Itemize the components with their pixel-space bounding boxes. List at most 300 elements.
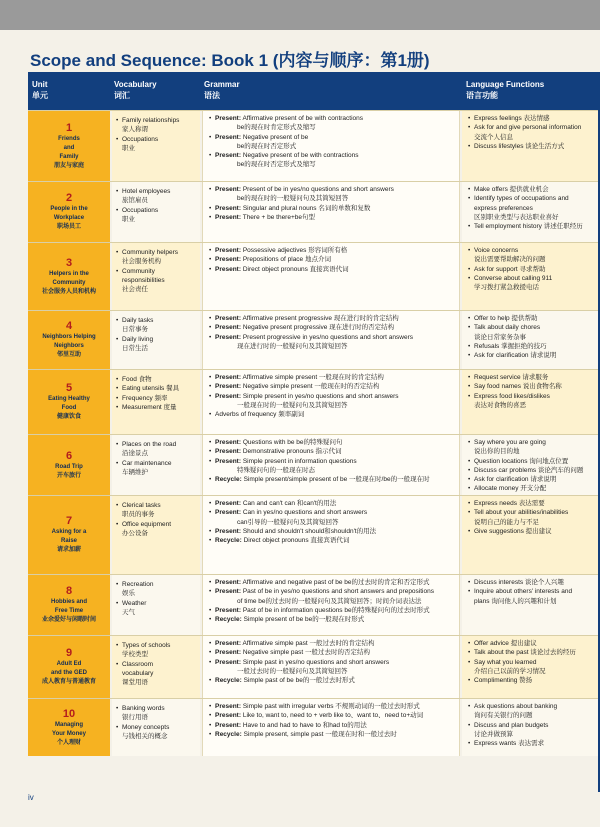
table-row — [28, 369, 598, 434]
grammar-text: Prepositions of place 地点介词 — [242, 256, 331, 264]
vocabulary-cell — [112, 496, 200, 574]
unit-number: 5 — [65, 382, 73, 394]
grammar-text: Simple present, simple past 一般现在时和一般过去时 — [243, 730, 397, 738]
vocabulary-item-cn: 社会责任 — [122, 286, 148, 294]
language-functions-cell — [462, 311, 598, 369]
grammar-text: Simple present in yes/no questions and short answers — [242, 392, 399, 400]
vocabulary-item: • Daily tasks — [116, 316, 198, 325]
grammar-item — [209, 587, 457, 596]
language-function-item: • Question locations 询问地点位置 — [468, 457, 596, 466]
language-function-item: • Make offers 提供就业机会 — [468, 185, 596, 194]
grammar-text: Simple present of be be的一般现在时形式 — [243, 616, 365, 624]
grammar-label: Present: — [215, 448, 242, 456]
grammar-label: Present: — [215, 392, 242, 400]
vocabulary-item-cn: 日常生活 — [122, 344, 148, 352]
grammar-text: Affirmative present progressive 现在进行时的肯定结构 — [242, 315, 399, 322]
grammar-text: Affirmative simple past 一般过去时的肯定结构 — [242, 640, 375, 647]
table-row — [28, 574, 598, 635]
grammar-label: Present: — [215, 247, 242, 254]
language-function-item: • Identify types of occupations and — [468, 194, 596, 203]
language-function-item: • Discuss car problems 谈论汽车的问题 — [468, 466, 596, 475]
vocabulary-cell — [112, 699, 200, 756]
grammar-text: Negative present of be with contractions — [242, 152, 359, 160]
grammar-label: Present: — [215, 256, 242, 264]
grammar-item — [209, 265, 457, 274]
vocabulary-item-cn: 社会服务机构 — [122, 258, 161, 266]
grammar-text: There + be there+be句型 — [242, 213, 315, 221]
vocabulary-item: • Places on the road — [116, 440, 198, 449]
unit-title-line: Helpers in the — [49, 270, 89, 277]
vocabulary-item: • Banking words — [116, 704, 198, 713]
table-row — [28, 635, 598, 698]
grammar-text: Simple present in information questions — [242, 457, 357, 465]
unit-number: 4 — [65, 320, 73, 332]
unit-title-line: Your Money — [52, 730, 86, 737]
grammar-text: Simple present/simple present of be 一般现在时/be的一般现在时 — [243, 476, 430, 484]
grammar-label: Present: — [215, 383, 242, 391]
vocabulary-item: • Classroom — [116, 660, 198, 669]
vocabulary-item-cn: 家人称谓 — [122, 126, 148, 134]
grammar-item — [209, 213, 457, 222]
vocabulary-cell — [112, 435, 200, 495]
scope-table — [28, 72, 598, 756]
language-function-cn: 表达对食物的喜恶 — [474, 401, 526, 409]
unit-title-line: and the GED — [50, 670, 87, 676]
vocabulary-item: • Hotel employees — [116, 187, 198, 196]
vocabulary-item: • Occupations — [116, 135, 198, 144]
unit-title-line: Neighbors Helping — [42, 334, 96, 340]
grammar-cell — [202, 699, 460, 756]
grammar-item — [209, 333, 457, 342]
language-functions-cell — [462, 435, 598, 495]
grammar-label: Present: — [215, 324, 242, 332]
table-row — [28, 698, 598, 756]
vocabulary-item-cn: 课堂用语 — [122, 679, 148, 687]
vocabulary-item: • Food 食物 — [116, 375, 198, 384]
vocabulary-cell — [112, 182, 200, 242]
grammar-item — [209, 639, 457, 648]
grammar-item — [209, 246, 457, 255]
language-function-item: • Refusals 掌握拒绝的技巧 — [468, 342, 596, 351]
grammar-label: Recycle: — [215, 476, 242, 484]
unit-title-line: People in the — [50, 206, 88, 212]
unit-cell — [28, 311, 110, 369]
grammar-item — [209, 314, 457, 323]
grammar-text-cn: be的现在时否定形式及缩写 — [237, 161, 316, 169]
grammar-text: Negative present progressive 现在进行时的否定结构 — [242, 324, 395, 332]
vocabulary-item: • Types of schools — [116, 641, 198, 650]
unit-cell — [28, 699, 110, 756]
grammar-text: Should and shouldn't should和shouldn't的用法 — [242, 527, 377, 535]
grammar-text: Direct object pronouns 直接宾语代词 — [242, 265, 349, 273]
language-function-cn: 讨论并做预算 — [474, 730, 513, 738]
grammar-label: Recycle: — [215, 616, 242, 624]
unit-title-cn: 业余爱好与闲暇时间 — [41, 617, 96, 623]
grammar-text: Affirmative and negative past of be be的过去时的肯定和否定形式 — [242, 579, 430, 586]
vocabulary-item-cn: 职业 — [122, 144, 135, 152]
language-functions-cell — [462, 496, 598, 574]
vocabulary-item: • Frequency 频率 — [116, 394, 198, 403]
unit-title-line: Neighbors — [54, 343, 84, 349]
grammar-item — [209, 151, 457, 160]
grammar-cell — [202, 311, 460, 369]
unit-cell — [28, 575, 110, 635]
grammar-text-cn: be的现在时的一般疑问句及其简短回答 — [237, 195, 349, 203]
vocabulary-item: • Eating utensils 餐具 — [116, 384, 198, 393]
grammar-cell — [202, 111, 460, 181]
unit-cell — [28, 243, 110, 310]
grammar-text: Present progressive in yes/no questions and short answers — [242, 333, 414, 341]
grammar-item — [209, 536, 457, 545]
language-function-item: • Tell about your abilities/inabilities — [468, 508, 596, 517]
unit-title-line: and — [63, 144, 75, 151]
unit-title-cn: 成人教育与普通教育 — [41, 679, 96, 685]
grammar-item — [209, 204, 457, 213]
grammar-text: Simple past of be be的一般过去时形式 — [243, 677, 355, 685]
vocabulary-item-cn: 旅馆雇员 — [122, 197, 148, 205]
grammar-text-cn: be的现在时肯定形式及缩写 — [237, 124, 316, 132]
grammar-label: Present: — [215, 315, 242, 322]
vocabulary-cell — [112, 243, 200, 310]
unit-title-cn: 朋友与家庭 — [53, 162, 84, 169]
unit-number: 3 — [65, 256, 73, 269]
vocabulary-item-cn: 车辆维护 — [122, 468, 148, 476]
unit-number: 10 — [62, 707, 76, 720]
unit-title-line: Friends — [58, 135, 80, 142]
language-functions-cell — [462, 370, 598, 434]
unit-title-line: Asking for a — [51, 529, 87, 535]
table-row — [28, 495, 598, 574]
grammar-text-cn: 特殊疑问句的一般现在时态 — [237, 466, 315, 474]
grammar-label: Present: — [215, 509, 242, 517]
vocabulary-item: • Clerical tasks — [116, 501, 198, 510]
vocabulary-item: • Car maintenance — [116, 459, 198, 468]
grammar-text: Past of be in yes/no questions and short answers and prepositions — [242, 588, 434, 596]
language-function-item: • Voice concerns — [468, 246, 596, 255]
grammar-cell — [202, 182, 460, 242]
vocabulary-item-cn: 与钱相关的概念 — [122, 732, 168, 740]
grammar-cell — [202, 496, 460, 574]
language-function-item: • Talk about daily chores — [468, 323, 596, 332]
unit-title-cn: 开车旅行 — [56, 472, 81, 479]
grammar-text-cn: of time be的过去时的一般疑问句及其简短回答；时间介词表达法 — [237, 597, 422, 605]
table-row — [28, 242, 598, 310]
unit-number: 1 — [65, 121, 73, 134]
grammar-item — [209, 323, 457, 332]
language-function-cn: 交流个人信息 — [474, 133, 513, 141]
grammar-text: Demonstrative pronouns 指示代词 — [242, 448, 342, 456]
unit-cell — [28, 435, 110, 495]
language-function-item: • Say where you are going — [468, 438, 596, 447]
vocabulary-item: • Recreation — [116, 580, 198, 589]
grammar-label: Present: — [215, 658, 242, 666]
language-function-cn: plans 询问他人的兴趣和计划 — [474, 597, 557, 605]
language-function-item: • Ask for and give personal information — [468, 123, 596, 132]
table-row — [28, 310, 598, 369]
grammar-label: Present: — [215, 186, 242, 193]
vocabulary-item: • Daily living — [116, 335, 198, 344]
vocabulary-cell — [112, 370, 200, 434]
vocabulary-cell — [112, 575, 200, 635]
grammar-text: Can and can't can 和can't的用法 — [242, 500, 337, 507]
grammar-label: Recycle: — [215, 677, 242, 685]
grammar-text-cn: be的现在时否定形式 — [237, 142, 297, 150]
language-functions-cell — [462, 699, 598, 756]
language-function-item: • Ask questions about banking — [468, 702, 596, 711]
top-bar — [0, 0, 600, 30]
vocabulary-item-cn: 职员的事务 — [122, 511, 155, 519]
grammar-text: Present of be in yes/no questions and short answers — [242, 186, 394, 193]
grammar-label: Present: — [215, 457, 242, 465]
grammar-text-cn: 现在进行时的一般疑问句及其简短回答 — [237, 342, 348, 350]
vocabulary-item-cn: 日常事务 — [122, 326, 148, 334]
grammar-item — [209, 721, 457, 730]
grammar-item — [209, 676, 457, 685]
grammar-item — [209, 410, 457, 419]
language-function-item: • Say food names 说出食物名称 — [468, 382, 596, 391]
vocabulary-cell — [112, 311, 200, 369]
header-grammar: Grammar 语法 — [204, 80, 240, 100]
language-function-cn: 说出你的目的地 — [474, 448, 520, 456]
language-function-item: • Complimenting 赞扬 — [468, 676, 596, 685]
grammar-item — [209, 527, 457, 536]
grammar-label: Present: — [215, 588, 242, 596]
unit-title-line: Managing — [55, 721, 83, 728]
grammar-item — [209, 499, 457, 508]
vocabulary-item-cn: 娱乐 — [122, 590, 135, 598]
grammar-label: Present: — [215, 527, 242, 535]
grammar-item — [209, 615, 457, 624]
grammar-item — [209, 255, 457, 264]
table-row — [28, 181, 598, 242]
vocabulary-item-cn: 沿途景点 — [122, 450, 148, 458]
grammar-item — [209, 475, 457, 484]
unit-title-cn: 请求加薪 — [56, 547, 81, 553]
language-function-item: • Discuss lifestyles 谈论生活方式 — [468, 142, 596, 151]
header-unit: Unit 单元 — [32, 80, 48, 100]
grammar-item — [209, 133, 457, 142]
grammar-item — [209, 457, 457, 466]
unit-title-cn: 个人理财 — [56, 739, 81, 746]
grammar-label: Present: — [215, 204, 242, 212]
unit-number: 9 — [65, 647, 73, 659]
grammar-cell — [202, 370, 460, 434]
unit-title-line: Free Time — [54, 608, 84, 614]
vocabulary-item: • Community — [116, 267, 198, 276]
vocabulary-item-cn: 职业 — [122, 215, 135, 223]
unit-title-line: Workplace — [53, 215, 85, 221]
vocabulary-item-cn: 天气 — [122, 608, 135, 616]
grammar-label: Present: — [215, 213, 242, 221]
grammar-item — [209, 648, 457, 657]
grammar-item — [209, 114, 457, 123]
language-function-cn: 说出需要帮助解决的问题 — [474, 256, 546, 264]
language-functions-cell — [462, 575, 598, 635]
language-function-cn: 学习拨打紧急救援电话 — [474, 284, 539, 292]
unit-title-line: Food — [61, 405, 77, 411]
unit-title-line: Eating Healthy — [48, 396, 90, 402]
grammar-cell — [202, 575, 460, 635]
header-vocabulary: Vocabulary 词汇 — [114, 80, 157, 100]
grammar-text-cn: 一般过去时的一般疑问句及其简短回答 — [237, 667, 348, 675]
language-function-item: • Offer to help 提供帮助 — [468, 314, 596, 323]
grammar-label: Present: — [215, 606, 242, 614]
language-function-item: • Express needs 表达需要 — [468, 499, 596, 508]
vocabulary-item: • Weather — [116, 599, 198, 608]
grammar-text: Questions with be be的特殊疑问句 — [242, 439, 343, 446]
grammar-item — [209, 438, 457, 447]
language-function-item: • Ask for support 寻求帮助 — [468, 265, 596, 274]
vocabulary-item-cn: 办公设备 — [122, 529, 148, 537]
unit-number: 2 — [65, 192, 73, 204]
grammar-text-cn: 一般现在时的一般疑问句及其简短回答 — [237, 401, 348, 409]
vocabulary-item: • Money concepts — [116, 723, 198, 732]
grammar-text: Simple past in yes/no questions and short answers — [242, 658, 390, 666]
language-function-cn: 说明自己的能力与不足 — [474, 518, 539, 526]
vocabulary-cell — [112, 111, 200, 181]
grammar-label: Present: — [215, 712, 242, 720]
grammar-item — [209, 392, 457, 401]
language-function-item: • Request service 请求服务 — [468, 373, 596, 382]
unit-cell — [28, 370, 110, 434]
language-functions-cell — [462, 182, 598, 242]
grammar-item — [209, 373, 457, 382]
grammar-text: Can in yes/no questions and short answers — [242, 509, 368, 517]
header-language-functions: Language Functions 语言功能 — [466, 80, 545, 100]
language-function-cn: express preferences — [474, 204, 533, 212]
unit-title-cn: 职场员工 — [56, 224, 81, 230]
grammar-text: Affirmative simple present 一般现在时的肯定结构 — [242, 374, 384, 381]
vocabulary-item: • Office equipment — [116, 520, 198, 529]
grammar-item — [209, 711, 457, 720]
language-function-item: • Say what you learned — [468, 658, 596, 667]
language-function-item: • Ask for clarification 请求说明 — [468, 475, 596, 484]
unit-title-line: Hobbies and — [50, 599, 87, 605]
language-function-item: • Tell employment history 讲述任职经历 — [468, 222, 596, 231]
language-function-item: • Discuss interests 谈论个人兴趣 — [468, 578, 596, 587]
grammar-text: Negative simple present 一般现在时的否定结构 — [242, 383, 380, 391]
grammar-text: Have to and had to have to 和had to的用法 — [242, 721, 367, 729]
language-functions-cell — [462, 636, 598, 698]
grammar-text: Possessive adjectives 形容词所有格 — [242, 247, 348, 254]
unit-cell — [28, 182, 110, 242]
unit-title-line: Road Trip — [55, 463, 83, 470]
grammar-item — [209, 730, 457, 739]
unit-title-line: Adult Ed — [56, 661, 82, 667]
vocabulary-cell — [112, 636, 200, 698]
grammar-label: Present: — [215, 374, 242, 381]
unit-title-line: Community — [52, 279, 86, 286]
grammar-label: Present: — [215, 439, 242, 446]
grammar-item — [209, 185, 457, 194]
grammar-text: Singular and plural nouns 名词的单数和复数 — [242, 204, 371, 212]
unit-number: 7 — [65, 515, 73, 527]
grammar-text: Adverbs of frequency 频率副词 — [215, 411, 305, 419]
vocabulary-item-cn: responsibilities — [122, 276, 165, 284]
grammar-label: Present: — [215, 333, 242, 341]
vocabulary-item-cn: vocabulary — [122, 669, 154, 677]
unit-title-cn: 邻里互助 — [56, 352, 81, 358]
vocabulary-item-cn: 银行用语 — [122, 714, 148, 722]
language-function-cn: 谈论日常家务杂事 — [474, 333, 526, 341]
page-number: iv — [28, 793, 34, 802]
table-row — [28, 434, 598, 495]
grammar-text: Past of be in information questions be的特殊疑问句的过去时形式 — [242, 606, 430, 614]
grammar-label: Present: — [215, 703, 242, 710]
vocabulary-item: • Occupations — [116, 206, 198, 215]
unit-title-line: Family — [59, 153, 79, 160]
language-function-item: • Inquire about others' interests and — [468, 587, 596, 596]
grammar-text: Direct object pronouns 直接宾语代词 — [243, 537, 350, 545]
vocabulary-item: • Measurement 度量 — [116, 403, 198, 412]
grammar-label: Present: — [215, 133, 242, 141]
vocabulary-item-cn: 学校类型 — [122, 651, 148, 659]
grammar-label: Present: — [215, 649, 242, 657]
language-function-item: • Offer advice 提出建议 — [468, 639, 596, 648]
unit-title-line: Raise — [60, 538, 77, 544]
unit-number: 6 — [65, 449, 73, 462]
unit-number: 8 — [65, 585, 73, 597]
grammar-text: Affirmative present of be with contractions — [242, 115, 364, 122]
grammar-label: Present: — [215, 152, 242, 160]
grammar-label: Recycle: — [215, 537, 242, 545]
language-function-item: • Discuss and plan budgets — [468, 721, 596, 730]
language-function-cn: 询问有关银行的问题 — [474, 712, 533, 720]
grammar-item — [209, 606, 457, 615]
unit-title-cn: 健康饮食 — [56, 414, 81, 420]
table-header — [28, 72, 598, 110]
language-functions-cell — [462, 111, 598, 181]
grammar-label: Recycle: — [215, 730, 242, 738]
language-function-item: • Express food likes/dislikes — [468, 392, 596, 401]
table-body — [28, 110, 598, 756]
grammar-text: Like to, want to, need to + verb like to、want to、need to+动词 — [242, 712, 424, 720]
language-function-item: • Converse about calling 911 — [468, 274, 596, 283]
grammar-item — [209, 382, 457, 391]
grammar-cell — [202, 243, 460, 310]
vocabulary-item: • Family relationships — [116, 116, 198, 125]
grammar-label: Present: — [215, 640, 242, 647]
grammar-item — [209, 658, 457, 667]
grammar-text: Simple past with irregular verbs 不规则动词的一般过去时形式 — [242, 703, 420, 710]
grammar-item — [209, 447, 457, 456]
language-function-item: • Express feelings 表达情感 — [468, 114, 596, 123]
language-function-item: • Ask for clarification 请求说明 — [468, 351, 596, 360]
vocabulary-item: • Community helpers — [116, 248, 198, 257]
grammar-cell — [202, 435, 460, 495]
grammar-label: Present: — [215, 115, 242, 122]
grammar-label: Present: — [215, 721, 242, 729]
grammar-item — [209, 508, 457, 517]
grammar-text: Negative present of be — [242, 133, 309, 141]
language-function-cn: 介绍自己以前的学习情况 — [474, 667, 546, 675]
table-row — [28, 110, 598, 181]
unit-cell — [28, 636, 110, 698]
language-functions-cell — [462, 243, 598, 310]
unit-cell — [28, 111, 110, 181]
grammar-item — [209, 702, 457, 711]
unit-title-cn: 社会服务人员和机构 — [41, 288, 96, 295]
grammar-text: Negative simple past 一般过去时的否定结构 — [242, 649, 370, 657]
grammar-label: Present: — [215, 500, 242, 507]
language-function-item: • Talk about the past 谈论过去的经历 — [468, 648, 596, 657]
grammar-text-cn: can引导的一般疑问句及其简短回答 — [237, 518, 339, 526]
language-function-item: • Allocate money 开支分配 — [468, 484, 596, 493]
grammar-label: Present: — [215, 579, 242, 586]
grammar-label: Present: — [215, 265, 242, 273]
language-function-item: • Express wants 表达需求 — [468, 739, 596, 748]
language-function-cn: 区别职业类型与表达职业喜好 — [474, 213, 559, 221]
